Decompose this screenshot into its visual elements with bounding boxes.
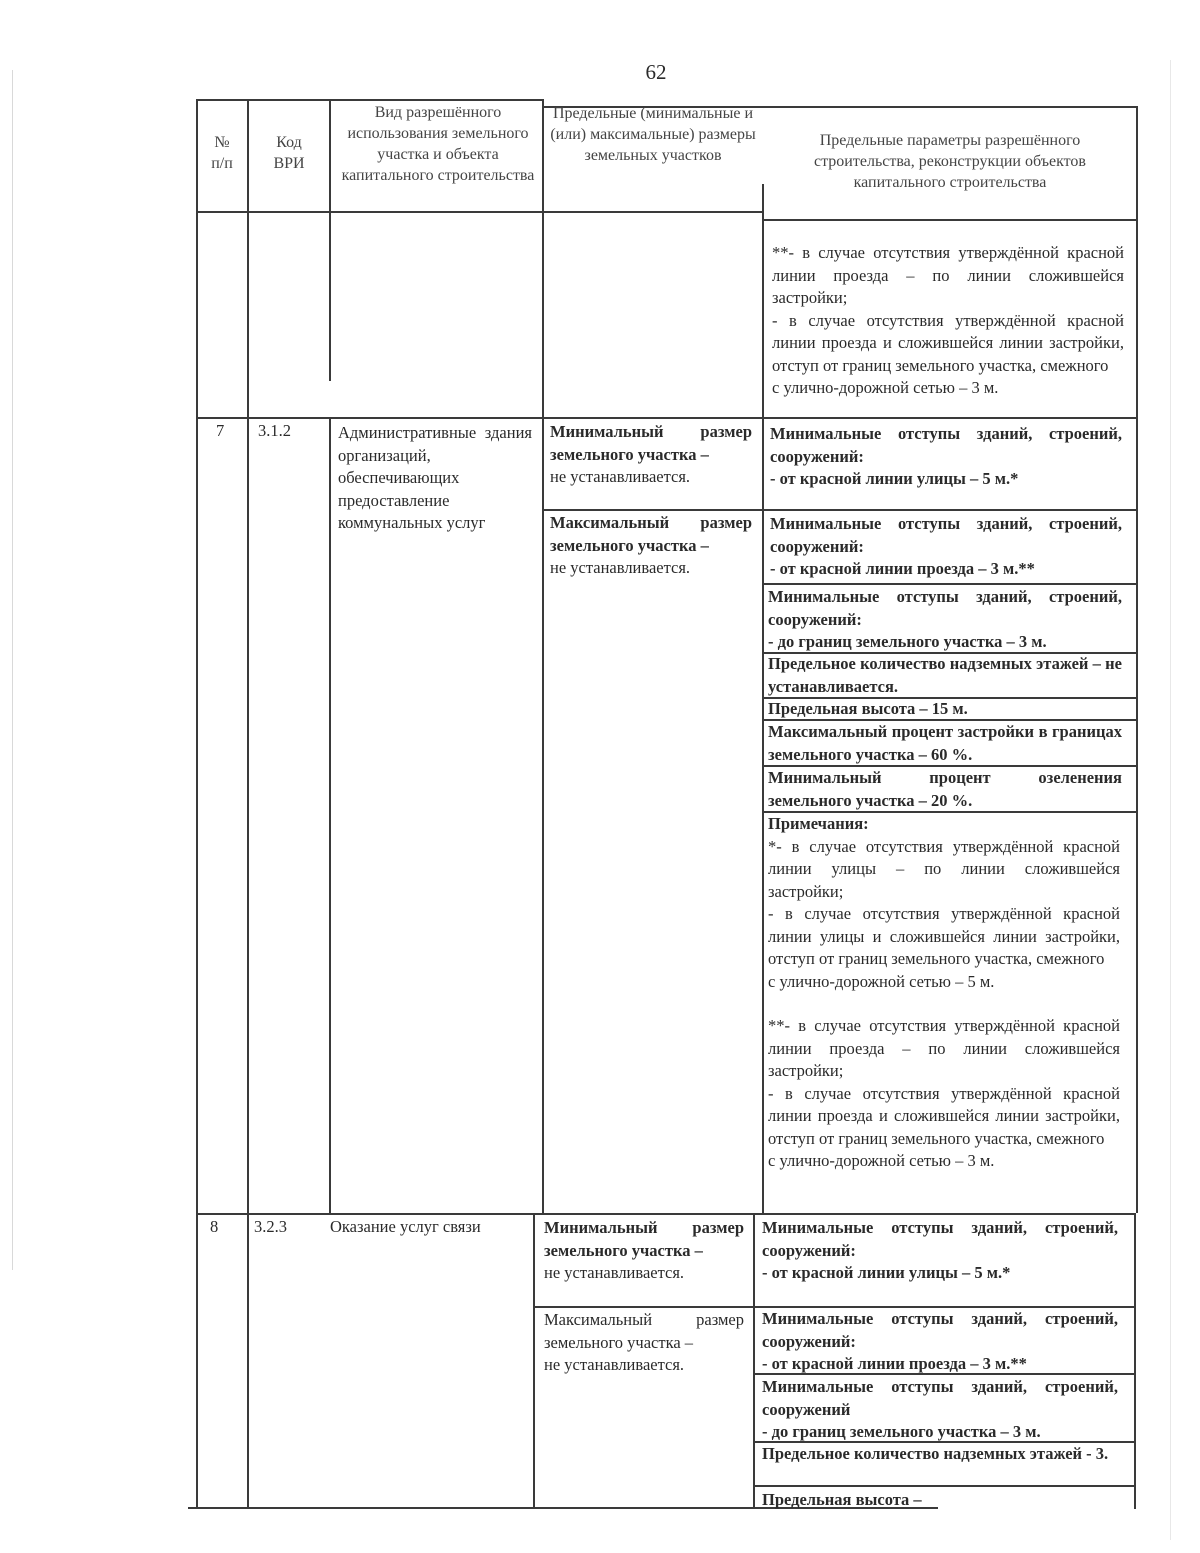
table-border-left [196,99,198,1509]
param-value: - от красной линии улицы – 5 м.* [762,1263,1011,1282]
column-line [542,99,544,1213]
header-code: Код ВРИ [273,134,305,172]
param-setback-passage [762,1308,1118,1376]
param-title: Минимальные отступы зданий, строений, сооружений: [762,1309,1118,1351]
row-separator [196,1213,1134,1215]
param-setback-street [770,423,1122,491]
min-plot-size-label: Минимальный размер земельного участка – [550,422,752,464]
column-line [762,184,764,1213]
cell-line [753,1485,1136,1487]
max-plot-size-value: не устанавливается. [544,1355,685,1374]
column-line [533,1213,535,1509]
param-title: Минимальные отступы зданий, строений, сооружений: [762,1218,1118,1260]
max-plot-size-value: не устанавливается. [550,558,691,577]
note-paragraph: *- в случае отсутствия утверждённой красной линии улицы – по линии сложившейся застройки; [768,836,1120,901]
row-number: 7 [216,421,225,440]
notes-title: Примечания: [768,814,869,833]
note-paragraph: - в случае отсутствия утверждённой красной линии улицы и сложившейся линии застройки, отступ от границ земельного участка, смежного [768,904,1120,968]
column-line [753,1213,755,1509]
param-setback-boundary [762,1376,1118,1444]
param-floors: Предельное количество надземных этажей – не устанавливается. [768,654,1122,696]
column-line [329,99,331,381]
header-parameters: Предельные параметры разрешённого строительства, реконструкции объектов капитального строительства [814,132,1086,191]
param-value: - от красной линии проезда – 3 м.** [762,1354,1027,1373]
scan-edge-mark [12,70,13,1270]
row-number: 8 [210,1217,219,1236]
param-title: Минимальные отступы зданий, строений, сооружений: [770,514,1122,556]
param-floors: Предельное количество надземных этажей - 3. [762,1444,1109,1463]
note-paragraph: **- в случае отсутствия утверждённой красной линии проезда – по линии сложившейся застройки; [768,1016,1120,1080]
regulations-table [196,99,1138,1510]
page-number: 62 [645,60,667,84]
cell-line [542,509,1138,511]
min-plot-size-value: не устанавливается. [544,1263,685,1282]
header-use-type: Вид разрешённого использования земельного участка и объекта капитального строительства [341,104,535,184]
table-border-right [1136,106,1138,1213]
note-paragraph: с улично-дорожной сетью – 3 м. [768,1151,995,1170]
use-type: Административные здания организаций, обеспечивающих предоставление коммунальных услуг [338,423,532,532]
param-value: - от красной линии улицы – 5 м.* [770,469,1019,488]
max-plot-size-label: Максимальный размер земельного участка – [550,513,752,555]
header-bottom-line [762,219,1138,221]
param-setback-street [762,1217,1118,1285]
note-paragraph: **- в случае отсутствия утверждённой красной линии проезда – по линии сложившейся застройки; [772,243,1124,307]
max-plot-size [550,512,752,580]
param-value: - до границ земельного участка – 3 м. [762,1422,1041,1441]
param-height: Предельная высота – 15 м. [768,699,968,718]
column-line [247,99,249,1509]
max-plot-size-label: Максимальный размер земельного участка – [544,1310,744,1352]
use-type: Оказание услуг связи [330,1217,481,1236]
notes-block [768,813,1120,1173]
param-value: - от красной линии проезда – 3 м.** [770,559,1035,578]
param-build-percent: Максимальный процент застройки в границах земельного участка – 60 %. [768,722,1122,764]
table-border-right [1134,1213,1136,1509]
note-paragraph: с улично-дорожной сетью – 3 м. [772,378,999,397]
min-plot-size-value: не устанавливается. [550,467,691,486]
row-code: 3.2.3 [254,1217,287,1236]
scan-edge-mark [1170,60,1171,1540]
param-green-percent: Минимальный процент озеленения земельного участка – 20 %. [768,768,1122,810]
note-paragraph: - в случае отсутствия утверждённой красной линии проезда и сложившейся линии застройки, отступ от границ земельного участка, смежного [772,310,1124,375]
note-paragraph: - в случае отсутствия утверждённой красной линии проезда и сложившейся линии застройки, отступ от границ земельного участка, смежного [768,1083,1120,1148]
min-plot-size [544,1217,744,1285]
param-title: Минимальные отступы зданий, строений, сооружений: [770,424,1122,466]
param-title: Минимальные отступы зданий, строений, сооружений: [768,587,1122,629]
max-plot-size [544,1309,744,1377]
param-setback-passage [770,513,1122,581]
spacer [768,993,1120,1015]
column-line [329,417,331,1213]
param-value: - до границ земельного участка – 3 м. [768,632,1047,651]
cell-line [762,583,1136,585]
note-paragraph: с улично-дорожной сетью – 5 м. [768,971,995,991]
row-code: 3.1.2 [258,421,291,440]
param-title: Минимальные отступы зданий, строений, сооружений [762,1377,1118,1419]
header-number: № п/п [211,134,233,172]
carryover-notes [772,242,1124,400]
min-plot-size-label: Минимальный размер земельного участка – [544,1218,744,1260]
row-separator [196,417,1136,419]
header-plot-size: Предельные (минимальные и (или) максимальные) размеры земельных участков [550,105,756,164]
param-height: Предельная высота – [762,1490,922,1509]
min-plot-size [550,421,752,489]
param-setback-boundary [768,586,1122,654]
header-bottom-line [196,211,762,213]
